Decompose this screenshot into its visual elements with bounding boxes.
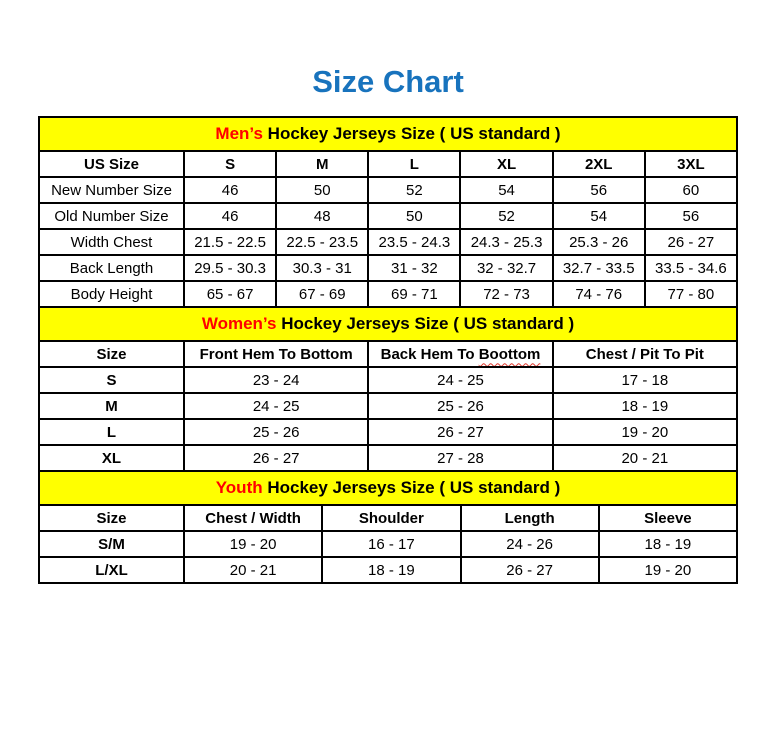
size-value-cell: 60 bbox=[645, 177, 737, 203]
column-header: Chest / Pit To Pit bbox=[553, 341, 737, 367]
column-header: Length bbox=[461, 505, 599, 531]
column-header: Sleeve bbox=[599, 505, 737, 531]
size-value-cell: 77 - 80 bbox=[645, 281, 737, 307]
section-banner-highlight: Youth bbox=[215, 478, 263, 497]
size-value-cell: 31 - 32 bbox=[368, 255, 460, 281]
column-header: Front Hem To Bottom bbox=[184, 341, 368, 367]
row-label: Back Length bbox=[39, 255, 184, 281]
size-value-cell: 19 - 20 bbox=[599, 557, 737, 583]
size-value-cell: 72 - 73 bbox=[460, 281, 552, 307]
column-header: 2XL bbox=[553, 151, 645, 177]
section-banner-rest: Hockey Jerseys Size ( US standard ) bbox=[262, 478, 561, 497]
size-value-cell: 48 bbox=[276, 203, 368, 229]
size-value-cell: 25.3 - 26 bbox=[553, 229, 645, 255]
size-value-cell: 32 - 32.7 bbox=[460, 255, 552, 281]
size-value-cell: 25 - 26 bbox=[368, 393, 552, 419]
size-table-mens bbox=[38, 116, 738, 308]
column-header: L bbox=[368, 151, 460, 177]
size-value-cell: 23.5 - 24.3 bbox=[368, 229, 460, 255]
size-value-cell: 65 - 67 bbox=[184, 281, 276, 307]
size-table-youth bbox=[38, 470, 738, 584]
size-value-cell: 50 bbox=[276, 177, 368, 203]
column-header: 3XL bbox=[645, 151, 737, 177]
column-header: US Size bbox=[39, 151, 184, 177]
column-header: XL bbox=[460, 151, 552, 177]
size-value-cell: 26 - 27 bbox=[368, 419, 552, 445]
size-value-cell: 56 bbox=[645, 203, 737, 229]
row-label: New Number Size bbox=[39, 177, 184, 203]
section-banner-rest: Hockey Jerseys Size ( US standard ) bbox=[276, 314, 575, 333]
row-label: L bbox=[39, 419, 184, 445]
size-value-cell: 54 bbox=[460, 177, 552, 203]
size-value-cell: 18 - 19 bbox=[599, 531, 737, 557]
size-value-cell: 26 - 27 bbox=[461, 557, 599, 583]
size-value-cell: 18 - 19 bbox=[553, 393, 737, 419]
column-header: S bbox=[184, 151, 276, 177]
row-label: Body Height bbox=[39, 281, 184, 307]
size-value-cell: 25 - 26 bbox=[184, 419, 368, 445]
size-value-cell: 24 - 26 bbox=[461, 531, 599, 557]
size-value-cell: 27 - 28 bbox=[368, 445, 552, 471]
size-value-cell: 32.7 - 33.5 bbox=[553, 255, 645, 281]
size-value-cell: 52 bbox=[368, 177, 460, 203]
section-banner-highlight: Women’s bbox=[201, 314, 277, 333]
table-row bbox=[39, 281, 737, 307]
table-row bbox=[39, 367, 737, 393]
row-label: XL bbox=[39, 445, 184, 471]
size-value-cell: 23 - 24 bbox=[184, 367, 368, 393]
section-banner-youth bbox=[39, 471, 737, 505]
size-value-cell: 19 - 20 bbox=[184, 531, 322, 557]
size-value-cell: 20 - 21 bbox=[184, 557, 322, 583]
size-value-cell: 16 - 17 bbox=[322, 531, 460, 557]
table-row bbox=[39, 203, 737, 229]
section-banner-womens bbox=[39, 307, 737, 341]
section-banner-rest: Hockey Jerseys Size ( US standard ) bbox=[262, 124, 561, 143]
size-table-womens bbox=[38, 306, 738, 472]
size-value-cell: 19 - 20 bbox=[553, 419, 737, 445]
row-label: S/M bbox=[39, 531, 184, 557]
size-value-cell: 29.5 - 30.3 bbox=[184, 255, 276, 281]
row-label: S bbox=[39, 367, 184, 393]
size-value-cell: 33.5 - 34.6 bbox=[645, 255, 737, 281]
row-label: Old Number Size bbox=[39, 203, 184, 229]
table-row bbox=[39, 177, 737, 203]
table-row bbox=[39, 229, 737, 255]
column-header: Chest / Width bbox=[184, 505, 322, 531]
row-label: M bbox=[39, 393, 184, 419]
size-value-cell: 26 - 27 bbox=[645, 229, 737, 255]
page-title: Size Chart bbox=[312, 64, 464, 99]
size-value-cell: 24 - 25 bbox=[368, 367, 552, 393]
table-row bbox=[39, 557, 737, 583]
size-value-cell: 17 - 18 bbox=[553, 367, 737, 393]
size-value-cell: 24.3 - 25.3 bbox=[460, 229, 552, 255]
column-header: M bbox=[276, 151, 368, 177]
size-value-cell: 50 bbox=[368, 203, 460, 229]
table-row bbox=[39, 393, 737, 419]
size-value-cell: 54 bbox=[553, 203, 645, 229]
size-value-cell: 67 - 69 bbox=[276, 281, 368, 307]
row-label: Width Chest bbox=[39, 229, 184, 255]
size-value-cell: 24 - 25 bbox=[184, 393, 368, 419]
column-header: Size bbox=[39, 341, 184, 367]
table-row bbox=[39, 255, 737, 281]
table-row bbox=[39, 419, 737, 445]
size-value-cell: 46 bbox=[184, 203, 276, 229]
column-header: Back Hem To Boottom bbox=[368, 341, 552, 367]
size-value-cell: 30.3 - 31 bbox=[276, 255, 368, 281]
size-value-cell: 56 bbox=[553, 177, 645, 203]
size-value-cell: 26 - 27 bbox=[184, 445, 368, 471]
size-value-cell: 21.5 - 22.5 bbox=[184, 229, 276, 255]
misspelled-word: Boottom bbox=[478, 345, 541, 363]
column-header: Size bbox=[39, 505, 184, 531]
size-value-cell: 69 - 71 bbox=[368, 281, 460, 307]
size-value-cell: 20 - 21 bbox=[553, 445, 737, 471]
table-row bbox=[39, 531, 737, 557]
size-value-cell: 18 - 19 bbox=[322, 557, 460, 583]
size-value-cell: 22.5 - 23.5 bbox=[276, 229, 368, 255]
section-banner-highlight: Men’s bbox=[215, 124, 263, 143]
size-value-cell: 52 bbox=[460, 203, 552, 229]
table-row bbox=[39, 445, 737, 471]
column-header: Shoulder bbox=[322, 505, 460, 531]
size-chart-tables bbox=[38, 116, 738, 584]
size-value-cell: 74 - 76 bbox=[553, 281, 645, 307]
row-label: L/XL bbox=[39, 557, 184, 583]
size-value-cell: 46 bbox=[184, 177, 276, 203]
section-banner-mens bbox=[39, 117, 737, 151]
